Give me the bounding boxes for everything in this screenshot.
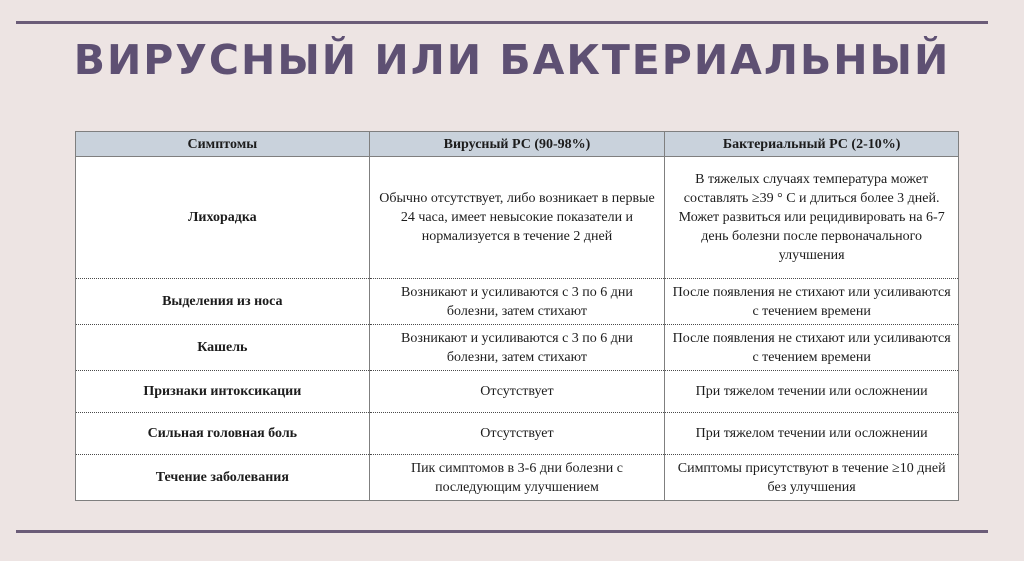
header-viral: Вирусный РС (90-98%) <box>369 132 665 157</box>
bacterial-cell: Симптомы присутствуют в течение ≥10 дней без улучшения <box>665 455 959 501</box>
symptom-cell: Признаки интоксикации <box>76 371 370 413</box>
viral-cell: Возникают и усиливаются с 3 по 6 дни болезни, затем стихают <box>369 325 665 371</box>
table-row <box>76 371 959 413</box>
table-row <box>76 279 959 325</box>
viral-cell: Возникают и усиливаются с 3 по 6 дни болезни, затем стихают <box>369 279 665 325</box>
symptoms-table <box>75 131 959 501</box>
table-row <box>76 157 959 279</box>
viral-cell: Отсутствует <box>369 371 665 413</box>
bottom-divider <box>16 530 988 533</box>
symptom-cell: Кашель <box>76 325 370 371</box>
viral-cell: Отсутствует <box>369 413 665 455</box>
bacterial-extra-text: Может развиться или рецидивировать на 6-7 день болезни после первоначального улучшения <box>678 210 945 263</box>
bacterial-cell: При тяжелом течении или осложнении <box>665 371 959 413</box>
symptom-cell: Выделения из носа <box>76 279 370 325</box>
table-row <box>76 455 959 501</box>
top-divider <box>16 21 988 24</box>
table-header-row <box>76 132 959 157</box>
symptom-cell: Сильная головная боль <box>76 413 370 455</box>
symptom-cell: Течение заболевания <box>76 455 370 501</box>
table-row <box>76 413 959 455</box>
symptom-cell: Лихорадка <box>76 157 370 279</box>
bacterial-cell: При тяжелом течении или осложнении <box>665 413 959 455</box>
viral-cell: Пик симптомов в 3-6 дни болезни с последующим улучшением <box>369 455 665 501</box>
bacterial-cell: После появления не стихают или усиливаются с течением времени <box>665 325 959 371</box>
header-symptoms: Симптомы <box>76 132 370 157</box>
bacterial-cell <box>665 157 959 279</box>
page-title: ВИРУСНЫЙ ИЛИ БАКТЕРИАЛЬНЫЙ <box>73 36 951 84</box>
bacterial-text: В тяжелых случаях температура может составлять ≥39 ° С и длиться более 3 дней. <box>683 172 940 206</box>
header-bacterial: Бактериальный РС (2-10%) <box>665 132 959 157</box>
table-row <box>76 325 959 371</box>
bacterial-cell: После появления не стихают или усиливаются с течением времени <box>665 279 959 325</box>
viral-cell: Обычно отсутствует, либо возникает в первые 24 часа, имеет невысокие показатели и нормализуется в течение 2 дней <box>369 157 665 279</box>
